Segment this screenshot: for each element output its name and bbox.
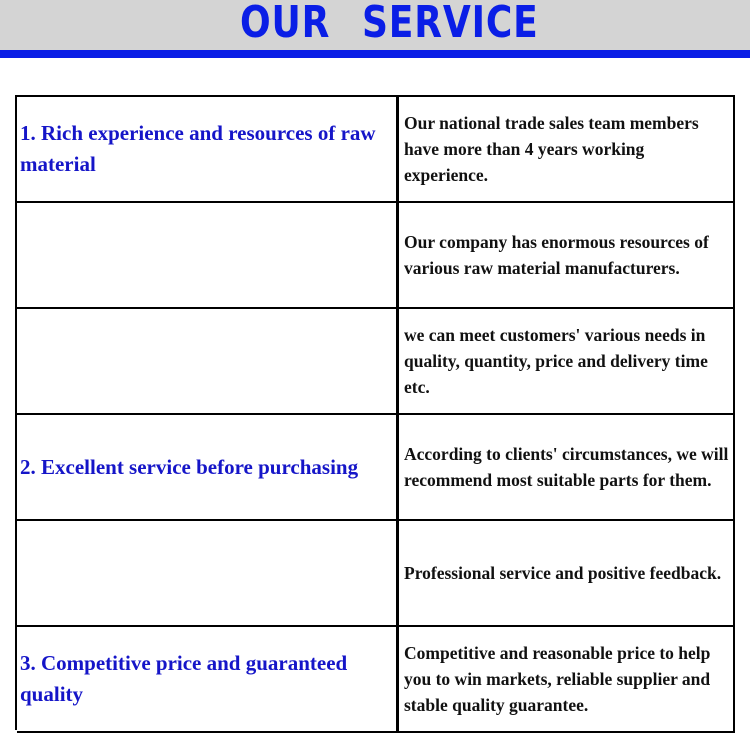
service-description: Professional service and positive feedback.: [404, 563, 722, 583]
service-description: we can meet customers' various needs in quality, quantity, price and delivery time etc.: [404, 325, 708, 397]
service-category-cell: [17, 415, 398, 521]
service-description-cell: [398, 309, 735, 415]
table-row: [17, 203, 735, 309]
header-divider: [0, 50, 750, 58]
service-description: Competitive and reasonable price to help you to win markets, reliable supplier and stable quality guarantee.: [404, 643, 711, 715]
service-category-label: 2. Excellent service before purchasing: [20, 454, 359, 479]
service-category-cell: [17, 97, 398, 203]
service-description: Our national trade sales team members have more than 4 years working experience.: [404, 113, 699, 185]
service-description-cell: [398, 627, 735, 733]
table-row: [17, 309, 735, 415]
service-description-cell: [398, 203, 735, 309]
service-category-cell: [17, 309, 398, 415]
service-description-cell: [398, 97, 735, 203]
service-description-cell: [398, 521, 735, 627]
service-description: Our company has enormous resources of various raw material manufacturers.: [404, 232, 709, 278]
table-row: [17, 97, 735, 203]
table-row: [17, 415, 735, 521]
page-title-service: SERVICE: [362, 0, 539, 48]
table-row: [17, 627, 735, 733]
service-category-cell: [17, 627, 398, 733]
service-category-cell: [17, 521, 398, 627]
page-title-our: OUR: [240, 0, 331, 48]
service-description: According to clients' circumstances, we will recommend most suitable parts for them.: [404, 444, 729, 490]
table-row: [17, 521, 735, 627]
service-category-cell: [17, 203, 398, 309]
service-category-label: 3. Competitive price and guaranteed quality: [20, 651, 348, 706]
service-category-label: 1. Rich experience and resources of raw material: [20, 121, 376, 176]
service-table: [15, 95, 735, 730]
service-description-cell: [398, 415, 735, 521]
